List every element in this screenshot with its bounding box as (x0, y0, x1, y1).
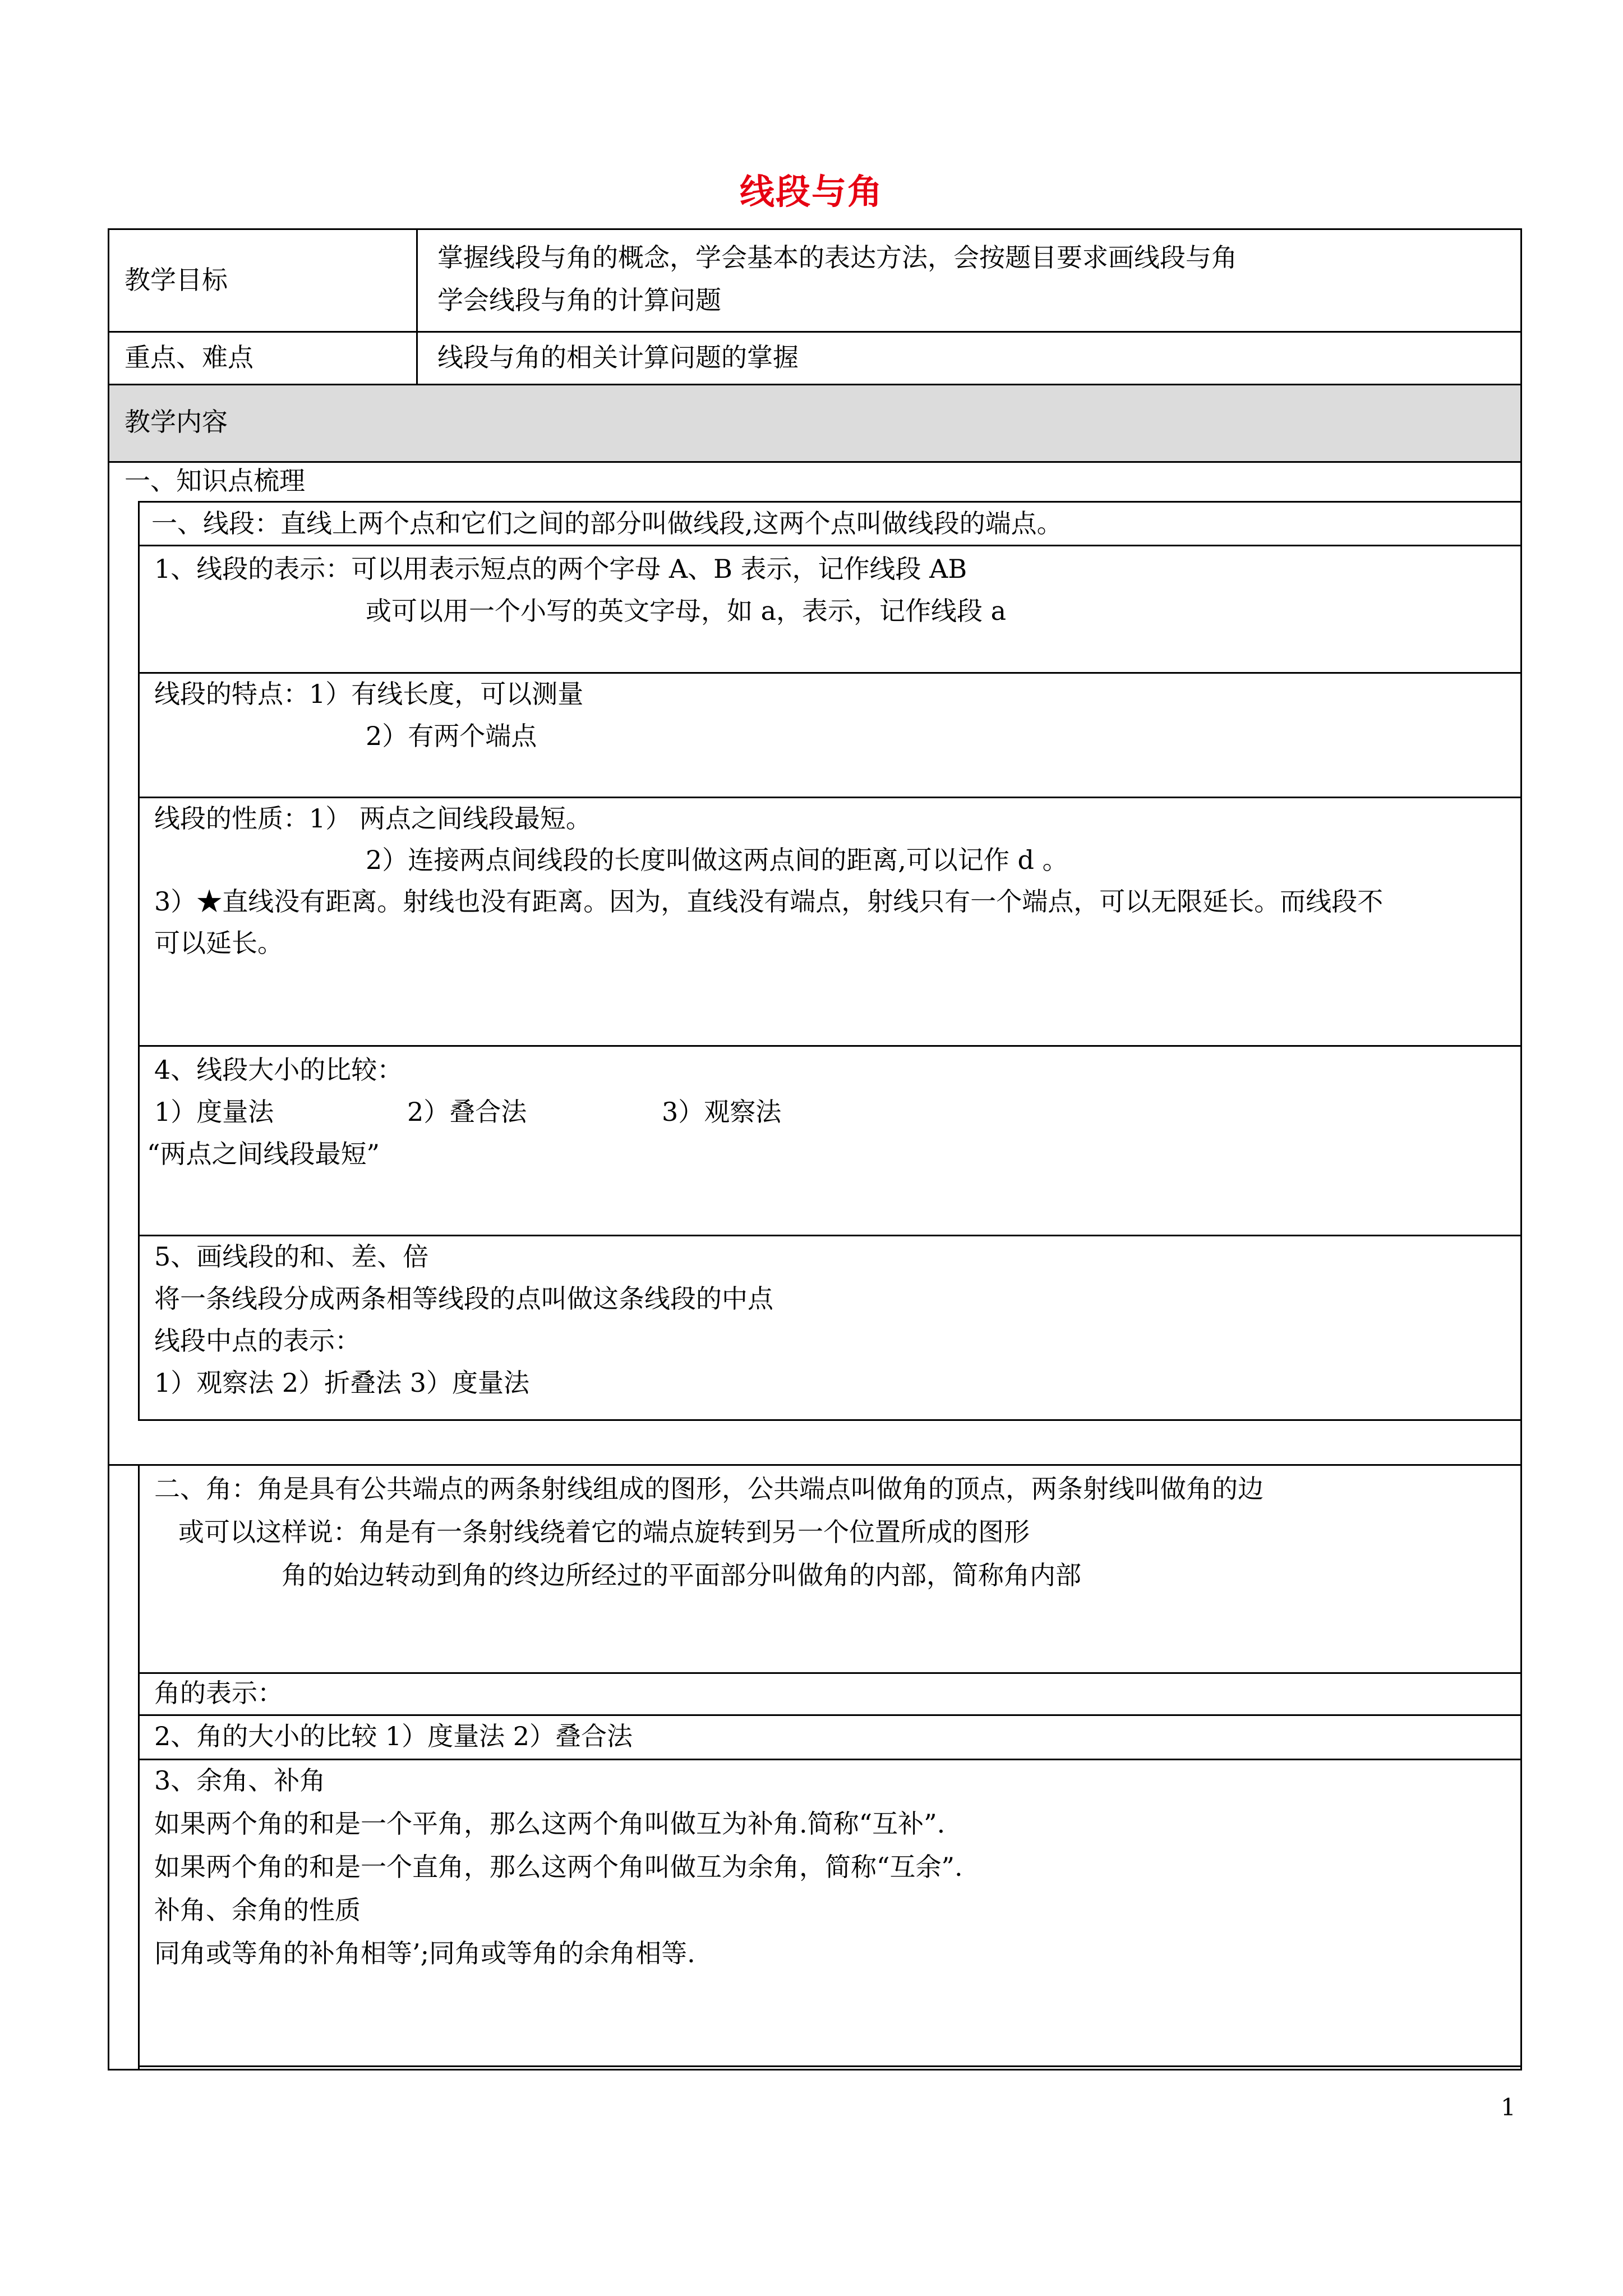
comparison-method-2: 2）叠合法 (407, 1097, 527, 1127)
goals-line-2: 学会线段与角的计算问题 (437, 285, 721, 315)
angle-representation: 角的表示： (154, 1678, 283, 1708)
inner-box-bottom (138, 1419, 1522, 1421)
angle-complementary-2: 如果两个角的和是一个平角，那么这两个角叫做互为补角.简称“互补”. (154, 1809, 946, 1839)
segment-properties-2: 2）连接两点间线段的长度叫做这两点间的距离,可以记作 d 。 (366, 845, 1068, 875)
inner-box-divider (138, 1672, 1522, 1674)
content-row-shade (109, 385, 1520, 461)
comparison-method-3: 3）观察法 (662, 1097, 782, 1127)
content-label: 教学内容 (125, 407, 228, 437)
page-title: 线段与角 (739, 171, 883, 212)
segment-definition: 一、线段：直线上两个点和它们之间的部分叫做线段,这两个点叫做线段的端点。 (151, 508, 1063, 539)
inner-box-divider (138, 1045, 1522, 1047)
angle-definition-3: 角的始边转动到角的终边所经过的平面部分叫做角的内部，简称角内部 (282, 1560, 1081, 1590)
comparison-quote: “两点之间线段最短” (147, 1139, 380, 1169)
table-row-divider (108, 331, 1522, 333)
key-text: 线段与角的相关计算问题的掌握 (437, 342, 799, 372)
section-separator (108, 1464, 1522, 1466)
table-row-divider (108, 461, 1522, 463)
table-border-right (1520, 228, 1522, 2070)
inner-box-bottom (138, 2065, 1522, 2067)
segment-properties-4: 可以延长。 (154, 928, 283, 958)
segment-comparison-heading: 4、线段大小的比较： (154, 1055, 403, 1085)
segment-representation-2: 或可以用一个小写的英文字母，如 a，表示，记作线段 a (366, 596, 1007, 626)
page-number: 1 (1501, 2093, 1516, 2121)
angle-definition-2: 或可以这样说：角是有一条射线绕着它的端点旋转到另一个位置所成的图形 (178, 1517, 1030, 1547)
section-heading: 一、知识点梳理 (125, 466, 305, 496)
inner-box-left (138, 1464, 140, 2069)
key-label: 重点、难点 (125, 342, 253, 372)
segment-features-2: 2）有两个端点 (366, 721, 537, 751)
table-column-divider (416, 228, 418, 385)
goals-label: 教学目标 (125, 265, 228, 295)
segment-drawing-4: 1）观察法 2）折叠法 3）度量法 (154, 1368, 530, 1398)
segment-representation-1: 1、线段的表示：可以用表示短点的两个字母 A、B 表示，记作线段 AB (154, 554, 967, 584)
segment-features-1: 线段的特点：1）有线长度，可以测量 (154, 679, 584, 709)
comparison-method-1: 1）度量法 (154, 1097, 274, 1127)
goals-line-1: 掌握线段与角的概念，学会基本的表达方法，会按题目要求画线段与角 (437, 242, 1237, 273)
angle-comparison: 2、角的大小的比较 1）度量法 2）叠合法 (154, 1721, 633, 1751)
table-border-top (108, 228, 1522, 230)
table-border-left (108, 228, 109, 2070)
table-row-divider (108, 384, 1522, 385)
segment-drawing-3: 线段中点的表示： (154, 1326, 361, 1356)
inner-box-left (138, 501, 140, 1421)
angle-complementary-3: 如果两个角的和是一个直角，那么这两个角叫做互为余角，简称“互余”. (154, 1852, 963, 1882)
angle-complementary-5: 同角或等角的补角相等’;同角或等角的余角相等. (154, 1938, 695, 1968)
angle-complementary-4: 补角、余角的性质 (154, 1895, 361, 1925)
table-border-bottom (108, 2069, 1522, 2070)
segment-properties-1: 线段的性质：1） 两点之间线段最短。 (154, 803, 592, 834)
segment-drawing-1: 5、画线段的和、差、倍 (154, 1241, 429, 1272)
segment-properties-3: 3）★直线没有距离。射线也没有距离。因为，直线没有端点，射线只有一个端点，可以无限延长。而线段不 (154, 886, 1384, 917)
angle-complementary-1: 3、余角、补角 (154, 1765, 326, 1796)
segment-drawing-2: 将一条线段分成两条相等线段的点叫做这条线段的中点 (154, 1283, 773, 1314)
inner-box-divider (138, 1759, 1522, 1760)
angle-definition-1: 二、角：角是具有公共端点的两条射线组成的图形，公共端点叫做角的顶点，两条射线叫做角的边 (154, 1474, 1264, 1504)
